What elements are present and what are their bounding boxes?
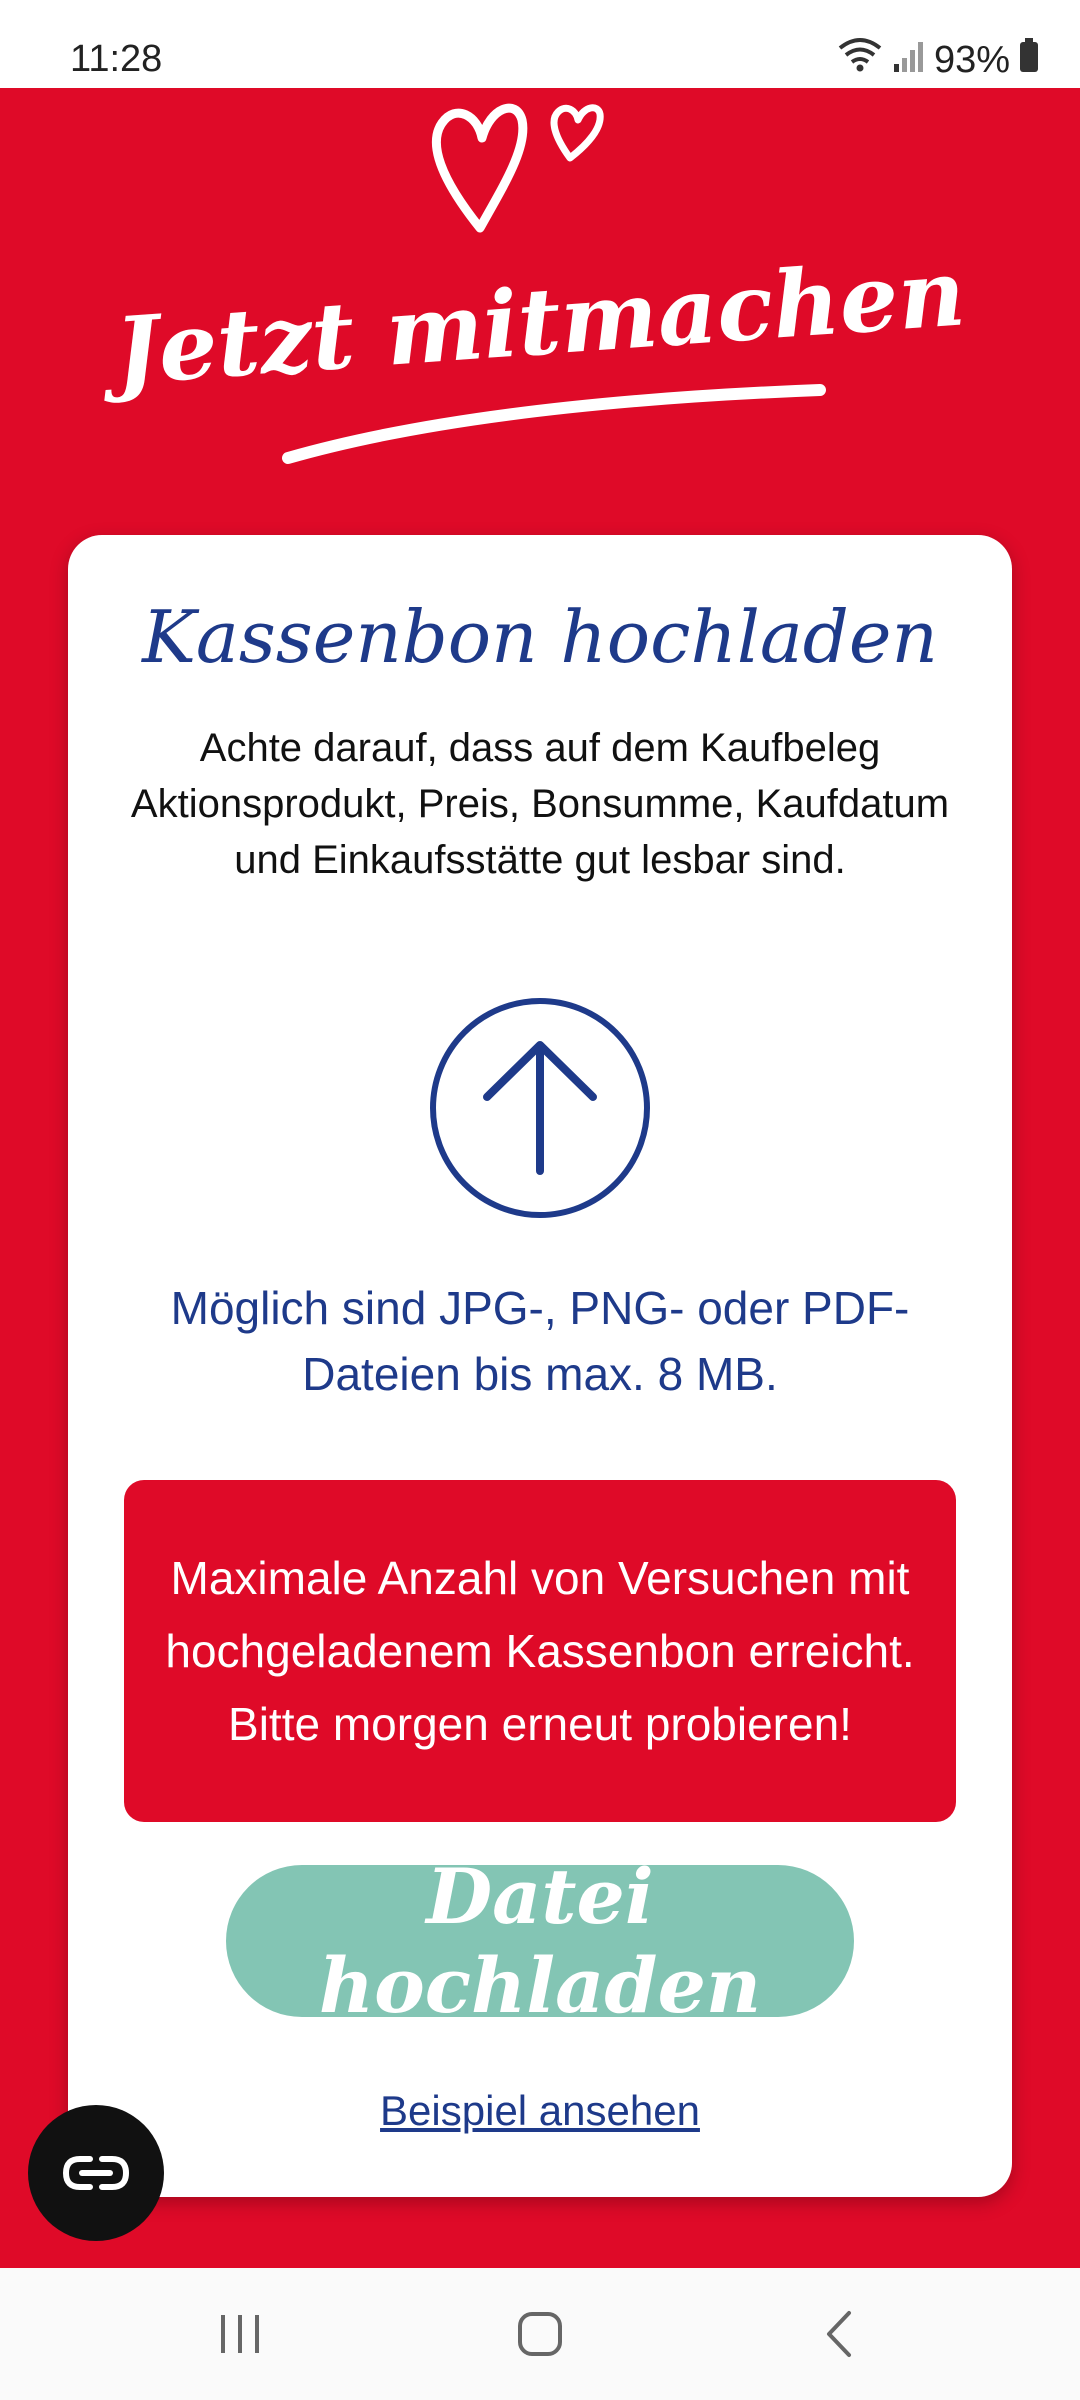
back-button[interactable] <box>800 2304 880 2364</box>
chat-icon <box>60 2151 132 2195</box>
upload-file-button[interactable] <box>226 1852 854 2030</box>
formats-note: Möglich sind JPG-, PNG- oder PDF-Dateien bis max. 8 MB. <box>170 1282 910 1400</box>
example-link[interactable]: Beispiel ansehen <box>380 2087 700 2134</box>
battery-icon <box>1018 36 1040 84</box>
upload-file-button-label: Datei hochladen <box>318 1852 762 2030</box>
upload-arrow-icon[interactable] <box>427 995 653 1221</box>
promo-background <box>0 88 1080 2268</box>
card-title: Kassenbon hochladen <box>142 595 938 679</box>
wifi-icon <box>836 36 884 84</box>
chat-button[interactable] <box>28 2105 164 2241</box>
heart-icon <box>420 88 640 248</box>
error-message <box>124 1480 956 1822</box>
error-message-text: Maximale Anzahl von Versuchen mit hochgeladenem Kassenbon erreicht. Bitte morgen erneut probieren! <box>165 1551 915 1750</box>
back-icon <box>815 2309 865 2359</box>
headline-underline <box>280 378 840 468</box>
status-time: 11:28 <box>70 38 163 80</box>
navigation-bar <box>0 2268 1080 2400</box>
signal-icon <box>892 36 926 84</box>
status-bar <box>0 0 1080 88</box>
upload-card <box>68 535 1012 2197</box>
home-button[interactable] <box>500 2304 580 2364</box>
recents-icon <box>215 2309 265 2359</box>
status-icons <box>836 36 1040 84</box>
home-icon <box>515 2309 565 2359</box>
recents-button[interactable] <box>200 2304 280 2364</box>
headline: Jetzt mitmachen <box>111 238 969 406</box>
battery-percent: 93% <box>933 38 1010 81</box>
instructions-text: Achte darauf, dass auf dem Kaufbeleg Aktionsprodukt, Preis, Bonsumme, Kaufdatum und Einkaufsstätte gut lesbar sind. <box>130 726 950 882</box>
